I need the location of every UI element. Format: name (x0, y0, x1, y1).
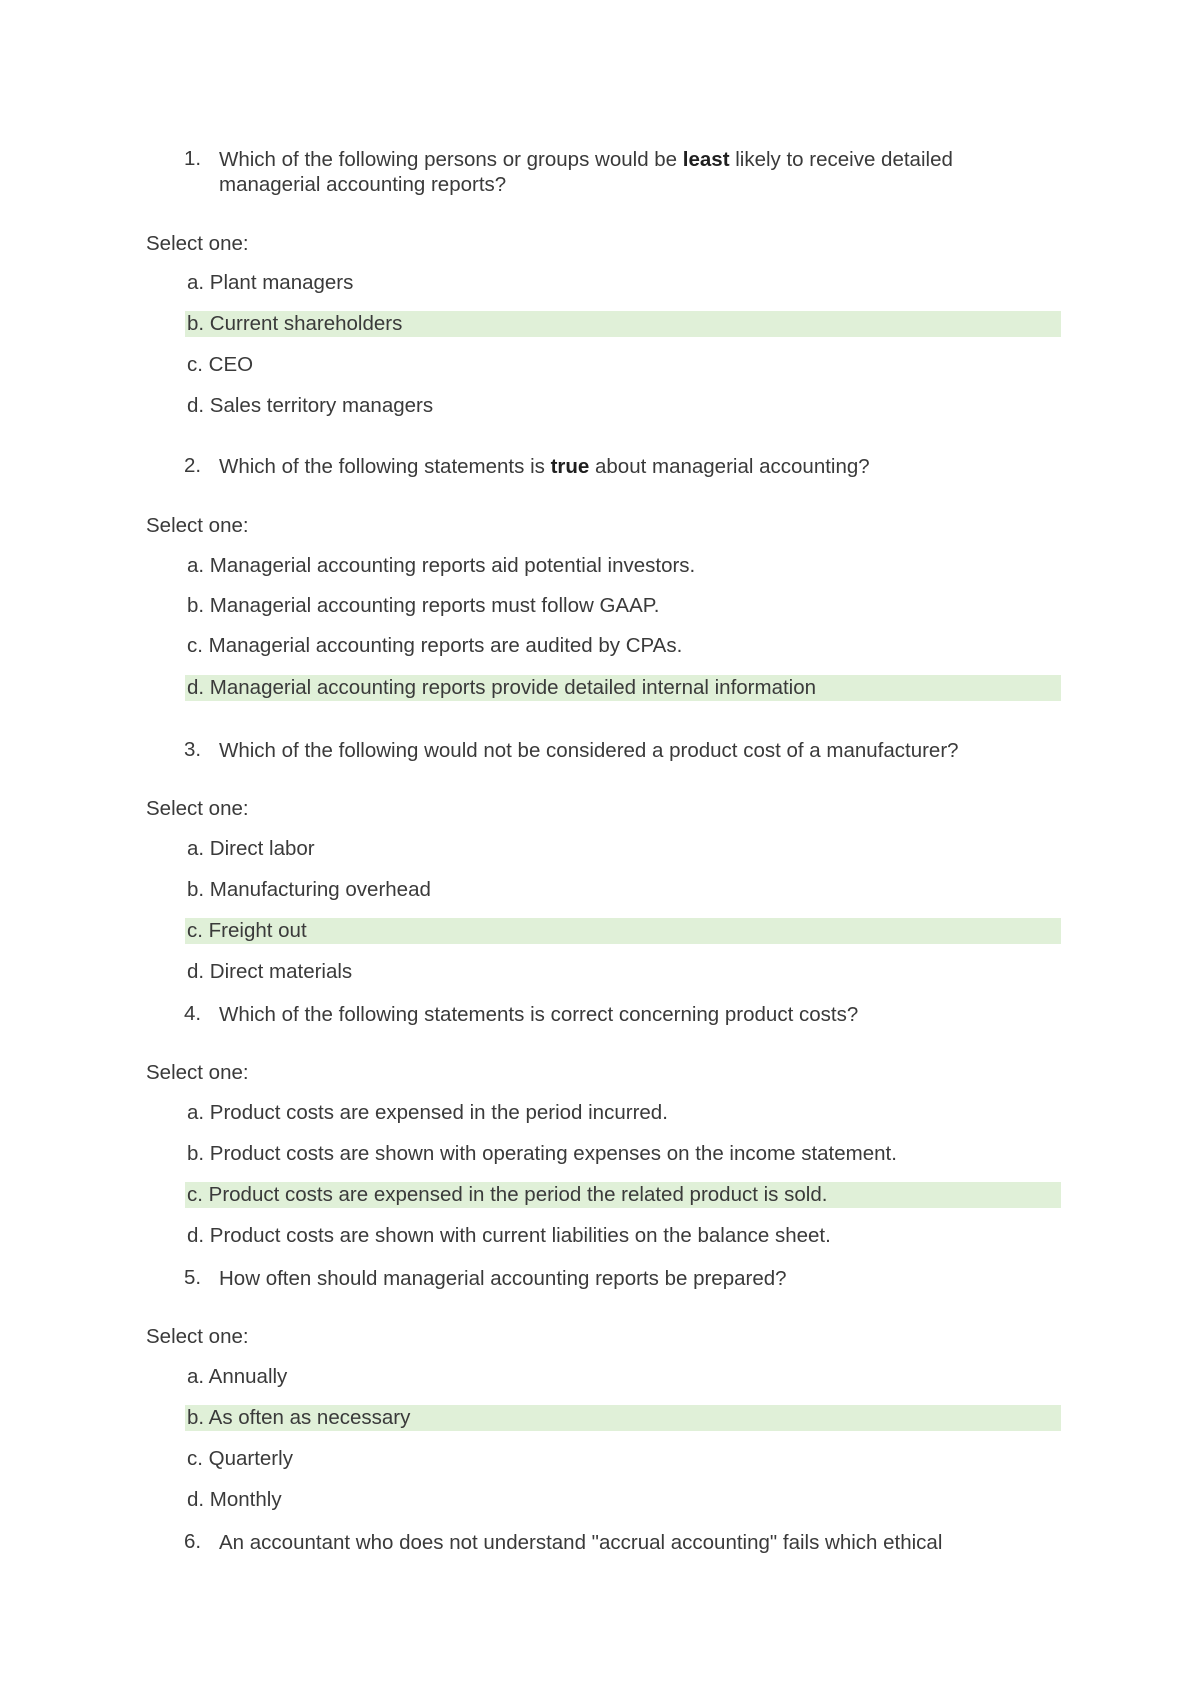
question-text: Which of the following statements is correct concerning product costs? (219, 1003, 859, 1026)
question-number: 5. (184, 1266, 202, 1289)
option-d-highlighted[interactable]: d. Managerial accounting reports provide detailed internal information (185, 675, 1061, 701)
option-b-highlighted[interactable]: b. Current shareholders (185, 311, 1061, 337)
question-text: Which of the following would not be considered a product cost of a manufacturer? (219, 739, 959, 762)
question-number: 1. (184, 147, 202, 170)
option-a[interactable]: a. Annually (187, 1365, 288, 1388)
question-number: 6. (184, 1530, 202, 1553)
option-c[interactable]: c. CEO (187, 353, 254, 376)
question-number: 3. (184, 738, 202, 761)
select-one-label: Select one: (146, 797, 249, 820)
select-one-label: Select one: (146, 514, 249, 537)
select-one-label: Select one: (146, 1325, 249, 1348)
emphasis-text: least (682, 148, 730, 171)
option-b-highlighted[interactable]: b. As often as necessary (185, 1405, 1061, 1431)
option-a[interactable]: a. Plant managers (187, 271, 354, 294)
question-text: Which of the following persons or groups would be least likely to receive detailed managerial accounting reports? (219, 148, 953, 196)
option-a[interactable]: a. Direct labor (187, 837, 315, 860)
option-a[interactable]: a. Product costs are expensed in the period incurred. (187, 1101, 668, 1124)
select-one-label: Select one: (146, 232, 249, 255)
option-c[interactable]: c. Managerial accounting reports are audited by CPAs. (187, 634, 683, 657)
option-d[interactable]: d. Direct materials (187, 960, 353, 983)
option-a[interactable]: a. Managerial accounting reports aid potential investors. (187, 554, 696, 577)
question-text: An accountant who does not understand "accrual accounting" fails which ethical (219, 1531, 943, 1554)
question-text: How often should managerial accounting reports be prepared? (219, 1267, 787, 1290)
option-d[interactable]: d. Product costs are shown with current liabilities on the balance sheet. (187, 1224, 831, 1247)
select-one-label: Select one: (146, 1061, 249, 1084)
option-d[interactable]: d. Monthly (187, 1488, 282, 1511)
option-b[interactable]: b. Product costs are shown with operating expenses on the income statement. (187, 1142, 897, 1165)
option-b[interactable]: b. Managerial accounting reports must follow GAAP. (187, 594, 660, 617)
question-number: 4. (184, 1002, 202, 1025)
option-d[interactable]: d. Sales territory managers (187, 394, 434, 417)
option-c-highlighted[interactable]: c. Product costs are expensed in the period the related product is sold. (185, 1182, 1061, 1208)
option-c[interactable]: c. Quarterly (187, 1447, 293, 1470)
question-text: Which of the following statements is true about managerial accounting? (219, 455, 870, 478)
option-c-highlighted[interactable]: c. Freight out (185, 918, 1061, 944)
emphasis-text: true (550, 455, 590, 478)
question-number: 2. (184, 454, 202, 477)
option-b[interactable]: b. Manufacturing overhead (187, 878, 431, 901)
